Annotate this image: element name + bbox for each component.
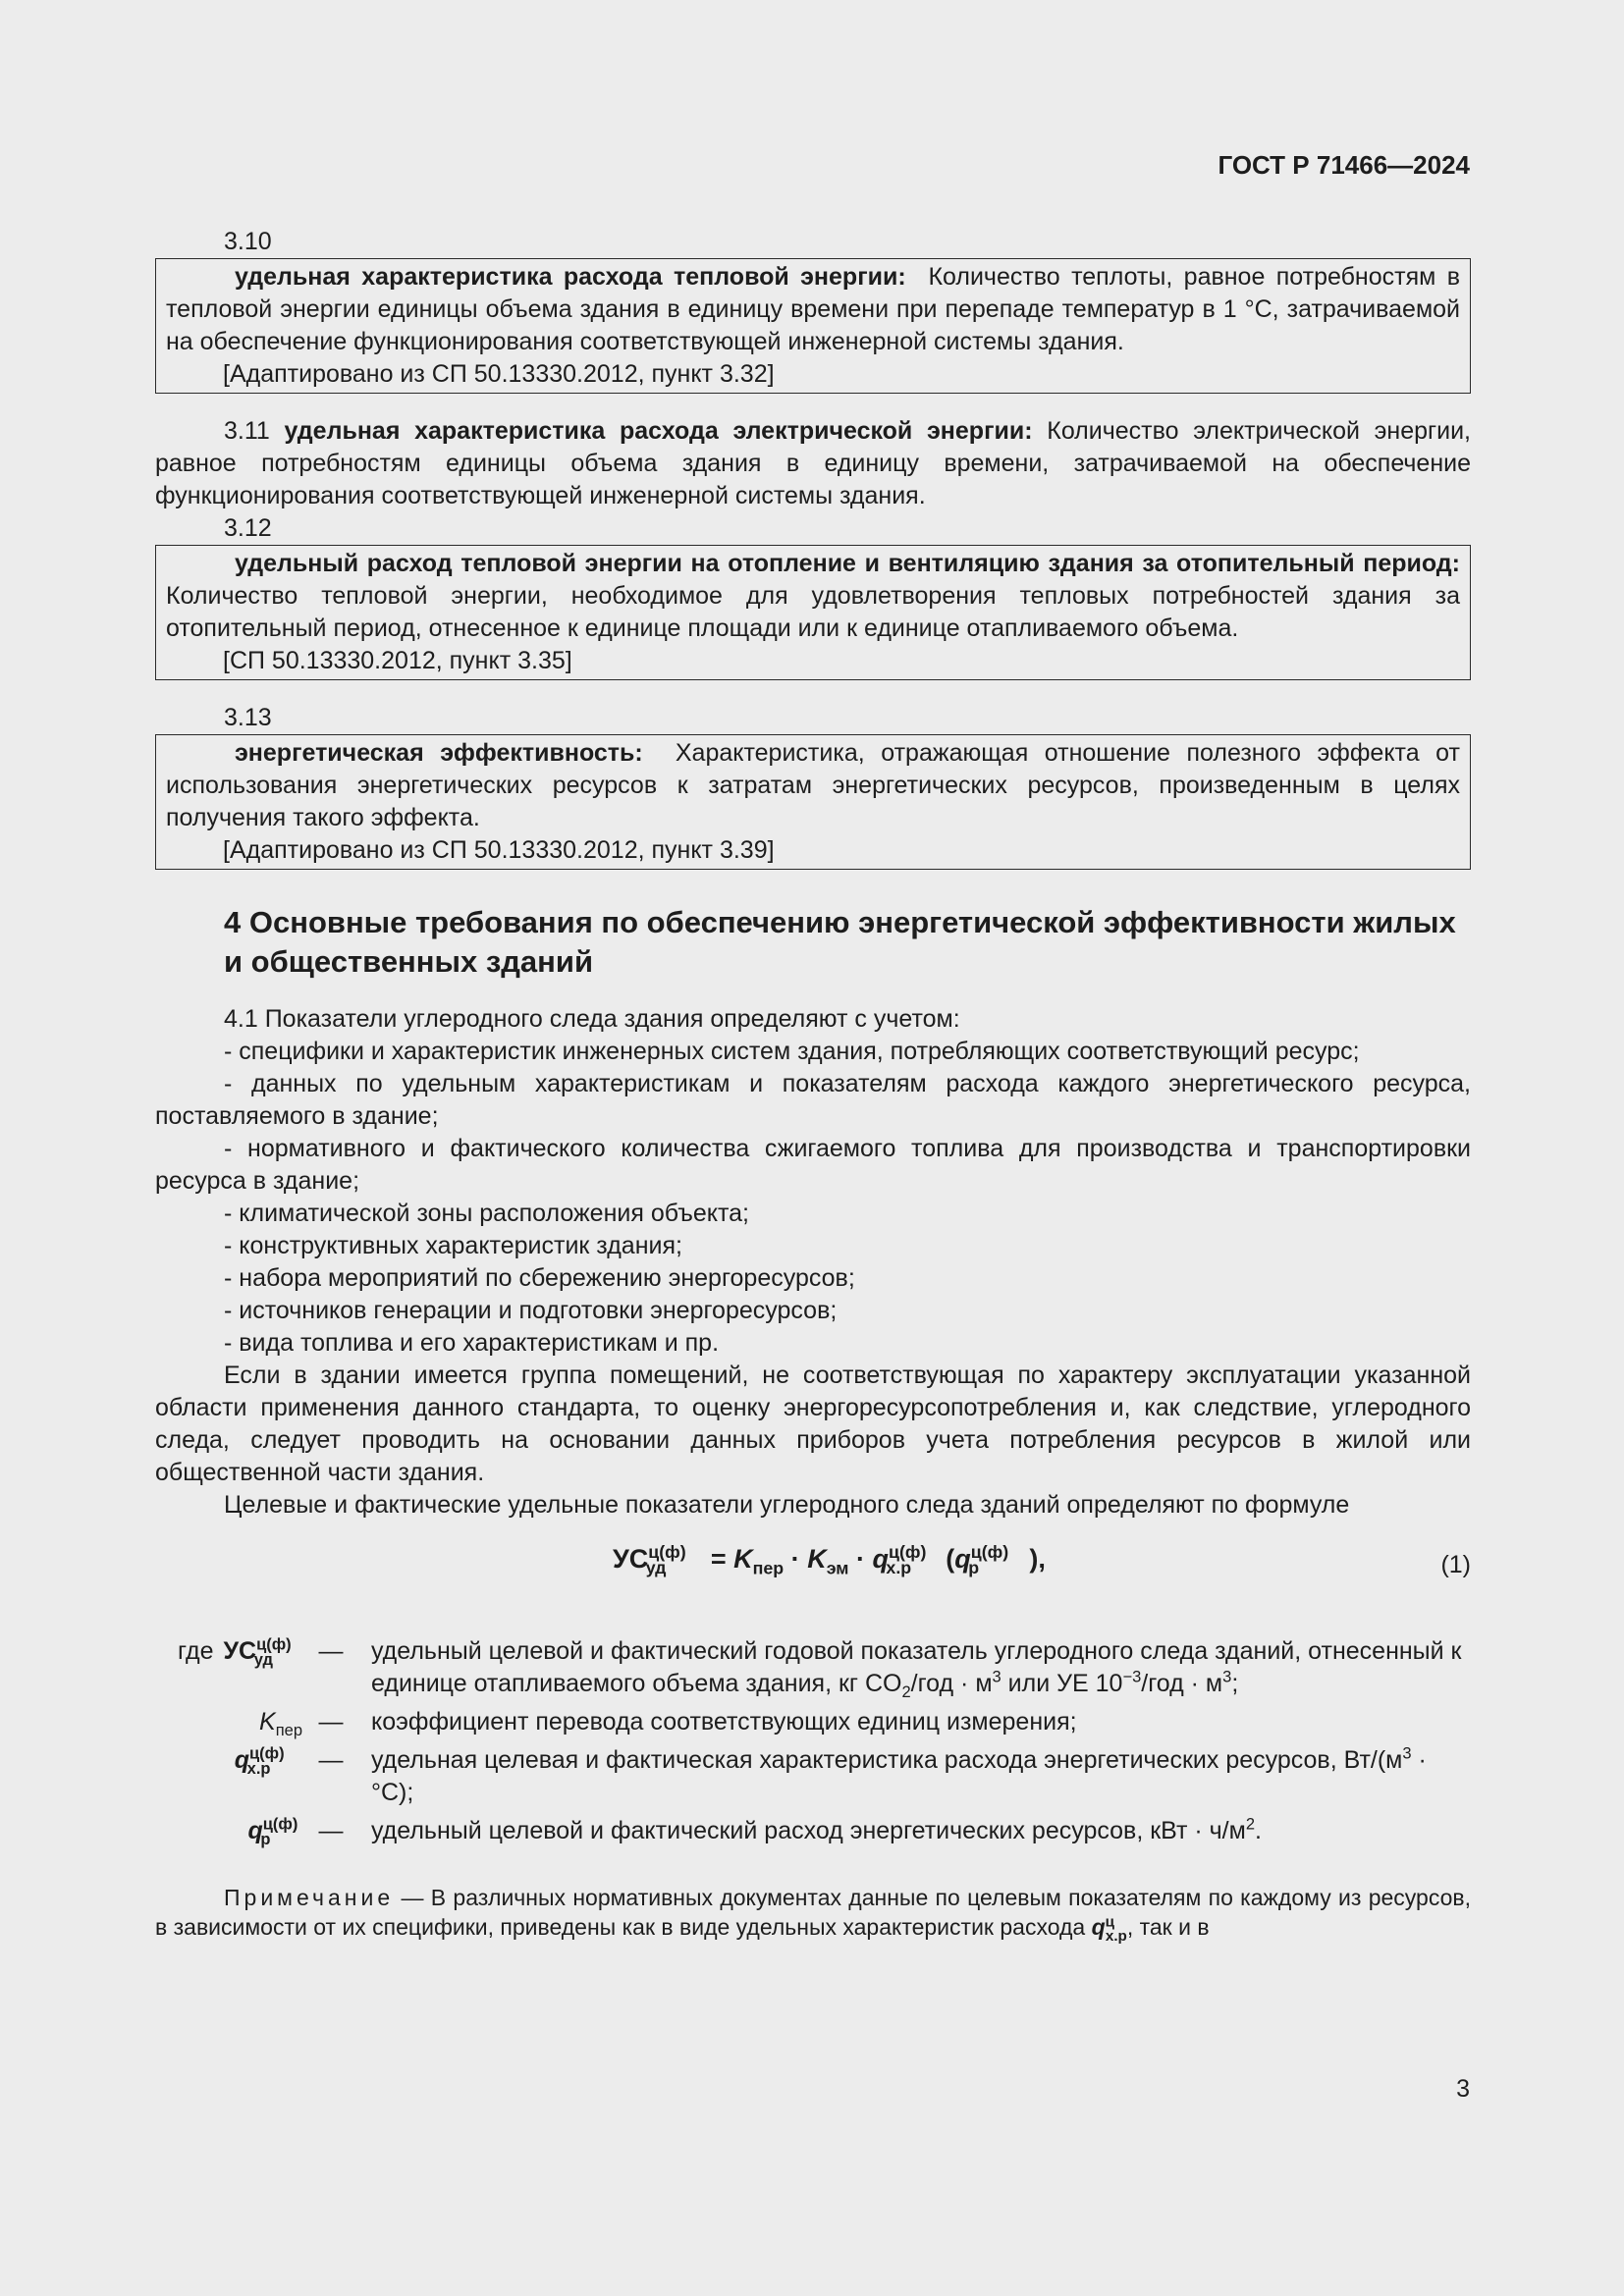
section-title: Основные требования по обеспечению энергетической эффективности жилых и общественных зданий [224, 905, 1456, 979]
term-number: 3.12 [224, 514, 272, 542]
list-item: - конструктивных характеристик здания; [224, 1232, 682, 1259]
term-definition [166, 737, 1460, 834]
symbol-row: $q^{ц(ф)}_р$ — удельный целевой и фактический расход энергетических ресурсов, кВт · $ч/м^2$. [155, 1815, 1471, 1847]
symbol-explanations [155, 1635, 1471, 1847]
list-item: - набора мероприятий по сбережению энергоресурсов; [224, 1264, 855, 1292]
symbol: $q^{ц(ф)}_р$ [247, 1815, 298, 1848]
term-number: 3.10 [224, 228, 272, 255]
term-source: [Адаптировано из СП 50.13330.2012, пункт 3.39] [223, 836, 775, 864]
list-item: - источников генерации и подготовки энергоресурсов; [224, 1297, 838, 1324]
symbol: где $УС^{ц(ф)}_{уд}$ [178, 1635, 292, 1669]
symbol-row: $q^{ц(ф)}_{х.р}$ — удельная целевая и фактическая характеристика расхода энергетических ресурсов, $Вт/(м^3 \cdot ^\circ С)$; [155, 1744, 1471, 1809]
term-source: [Адаптировано из СП 50.13330.2012, пункт 3.32] [223, 360, 775, 388]
term-text: Количество тепловой энергии, необходимое для удовлетворения тепловых потребностей здания за отопительный период, отнесенное к единице площади или к единице отапливаемого объема. [166, 582, 1460, 642]
formula: $УС^{ц(ф)}_{уд} = K_{пер} \cdot K_{эм} \cdot q^{ц(ф)}_{х.р}$ ($q^{ц(ф)}_р$ ), [613, 1542, 1046, 1578]
formula-row [155, 1537, 1471, 1596]
symbol-description: коэффициент перевода соответствующих единиц измерения; [371, 1708, 1077, 1735]
term-3-11 [155, 415, 1471, 512]
term-number: 3.13 [224, 704, 272, 731]
note: Примечание — В различных нормативных документах данные по целевым показателям по каждому из ресурсов, в зависимости от их специфики, приведены как в виде удельных характеристик расхода $q^ц_{х.р}$, так и в [155, 1885, 1471, 1945]
term-name: энергетическая эффективность: [235, 739, 643, 767]
term-box-3-10 [155, 258, 1471, 394]
list-item: - данных по удельным характеристикам и показателям расхода каждого энергетического ресурса, поставляемого в здание; [155, 1070, 1471, 1130]
term-box-3-12 [155, 545, 1471, 680]
term-text: Характеристика, отражающая отношение полезного эффекта от использования энергетических ресурсов к затратам энергетических ресурсов, произведенным в целях получения такого эффекта. [166, 739, 1460, 831]
symbol: $K_{пер}$ [259, 1708, 302, 1739]
term-definition [166, 261, 1460, 358]
symbol-row: $K_{пер}$ — коэффициент перевода соответствующих единиц измерения; [155, 1706, 1471, 1738]
term-source: [СП 50.13330.2012, пункт 3.35] [223, 647, 572, 674]
section-heading [155, 903, 1471, 982]
term-name: удельная характеристика расхода электрической энергии: [284, 417, 1033, 445]
term-name: удельный расход тепловой энергии на отопление и вентиляцию здания за отопительный период: [235, 550, 1460, 577]
symbol: $q^{ц(ф)}_{х.р}$ [234, 1744, 285, 1778]
list-item: - климатической зоны расположения объекта; [224, 1200, 749, 1227]
term-number: 3.11 [224, 417, 270, 445]
standard-code: ГОСТ Р 71466—2024 [1218, 150, 1470, 180]
list-item: - специфики и характеристик инженерных систем здания, потребляющих соответствующий ресурс; [224, 1038, 1360, 1065]
symbol-description: удельная целевая и фактическая характеристика расхода энергетических ресурсов, $Вт/(м^3 \cdot ^\circ С)$; [371, 1744, 1427, 1806]
list-item: - вида топлива и его характеристикам и пр. [224, 1329, 720, 1357]
formula-intro: Целевые и фактические удельные показатели углеродного следа зданий определяют по формуле [224, 1491, 1350, 1519]
equation-number: (1) [1440, 1551, 1471, 1578]
term-box-3-13 [155, 734, 1471, 870]
clause-intro: 4.1 Показатели углеродного следа здания определяют с учетом: [224, 1005, 960, 1033]
symbol-row: где $УС^{ц(ф)}_{уд}$ — удельный целевой и фактический годовой показатель углеродного следа зданий, отнесенный к единице отапливаемого объема здания, кг $CO_2$/год · $м^3$ или УЕ $10^{-3}$/год · $м^3$; [155, 1635, 1471, 1700]
term-text: Количество теплоты, равное потребностям в тепловой энергии единицы объема здания в единицу времени при перепаде температур в 1 °С, затрачиваемой на обеспечение функционирования соответствующей инженерной системы здания. [166, 263, 1460, 355]
list-item: - нормативного и фактического количества сжигаемого топлива для производства и транспортировки ресурса в здание; [155, 1135, 1471, 1195]
term-definition [166, 548, 1460, 645]
note-label: Примечание [224, 1885, 395, 1910]
page-number: 3 [1456, 2075, 1470, 2103]
section-number: 4 [224, 905, 242, 939]
page-content [155, 226, 1472, 1945]
term-name: удельная характеристика расхода тепловой энергии: [235, 263, 906, 291]
symbol-description: удельный целевой и фактический расход энергетических ресурсов, кВт · $ч/м^2$. [371, 1815, 1262, 1844]
symbol-description: удельный целевой и фактический годовой показатель углеродного следа зданий, отнесенный к единице отапливаемого объема здания, кг $CO_2$/год · $м^3$ или УЕ $10^{-3}$/год · $м^3$; [371, 1637, 1462, 1701]
term-text: Количество электрической энергии, равное потребностям единицы объема здания в единицу времени, затрачиваемой на обеспечение функционирования соответствующей инженерной системы здания. [155, 417, 1472, 509]
clause-paragraph: Если в здании имеется группа помещений, не соответствующая по характеру эксплуатации указанной области применения данного стандарта, то оценку энергоресурсопотребления и, как следствие, углеродного следа, следует проводить на основании данных приборов учета потребления ресурсов в жилой или общественной части здания. [155, 1362, 1471, 1486]
